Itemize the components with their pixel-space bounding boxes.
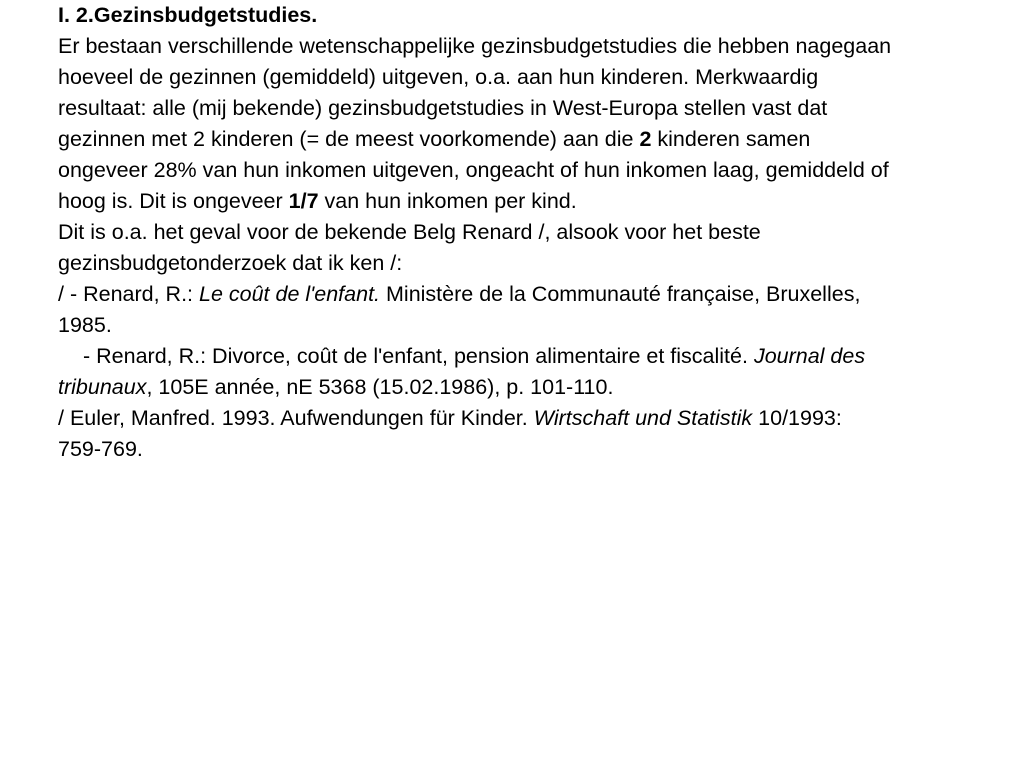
section-heading: I. 2.Gezinsbudgetstudies. (58, 3, 318, 27)
reference-1-publisher: Ministère de la Communauté française, Bruxelles, (380, 282, 861, 306)
paragraph1-line6-start: hoog is. Dit is ongeveer (58, 189, 289, 213)
paragraph2-line2: gezinsbudgetonderzoek dat ik ken /: (58, 251, 403, 275)
reference-3-line2: 759-769. (58, 437, 143, 461)
reference-2-journal-part1: Journal des (753, 344, 866, 368)
paragraph1-line6-end: van hun inkomen per kind. (318, 189, 577, 213)
reference-3-line1 (58, 403, 998, 434)
paragraph1-line3: resultaat: alle (mij bekende) gezinsbudgetstudies in West-Europa stellen vast dat (58, 96, 828, 120)
reference-2-line1 (58, 341, 998, 372)
reference-2-line2 (58, 372, 998, 403)
reference-1-title: Le coût de l'enfant. (199, 282, 381, 306)
reference-2-details: , 105E année, nE 5368 (15.02.1986), p. 101-110. (146, 375, 614, 399)
paragraph1-line4-start: gezinnen met 2 kinderen (= de meest voorkomende) aan die (58, 127, 640, 151)
paragraph2-line1: Dit is o.a. het geval voor de bekende Belg Renard /, alsook voor het beste (58, 220, 761, 244)
paragraph1-line6 (58, 186, 998, 217)
paragraph1-line2: hoeveel de gezinnen (gemiddeld) uitgeven, o.a. aan hun kinderen. Merkwaardig (58, 65, 819, 89)
reference-1-line2: 1985. (58, 313, 112, 337)
paragraph1-line1: Er bestaan verschillende wetenschappelijke gezinsbudgetstudies die hebben nagegaan (58, 34, 892, 58)
reference-3-issue: 10/1993: (752, 406, 842, 430)
reference-1-author: / - Renard, R.: (58, 282, 199, 306)
reference-2-journal-part2: tribunaux (58, 375, 147, 399)
reference-1-line1 (58, 279, 998, 310)
reference-3-author-title: / Euler, Manfred. 1993. Aufwendungen für Kinder. (58, 406, 534, 430)
emphasis-two: 2 (639, 127, 652, 151)
paragraph1-line4 (58, 124, 998, 155)
reference-3-journal: Wirtschaft und Statistik (533, 406, 753, 430)
paragraph1-line5: ongeveer 28% van hun inkomen uitgeven, ongeacht of hun inkomen laag, gemiddeld of (58, 158, 889, 182)
slide-body (58, 0, 998, 465)
emphasis-fraction: 1/7 (288, 189, 319, 213)
paragraph1-line4-end: kinderen samen (651, 127, 811, 151)
reference-2-author-title: - Renard, R.: Divorce, coût de l'enfant, pension alimentaire et fiscalité. (83, 344, 754, 368)
heading-line (58, 0, 998, 31)
